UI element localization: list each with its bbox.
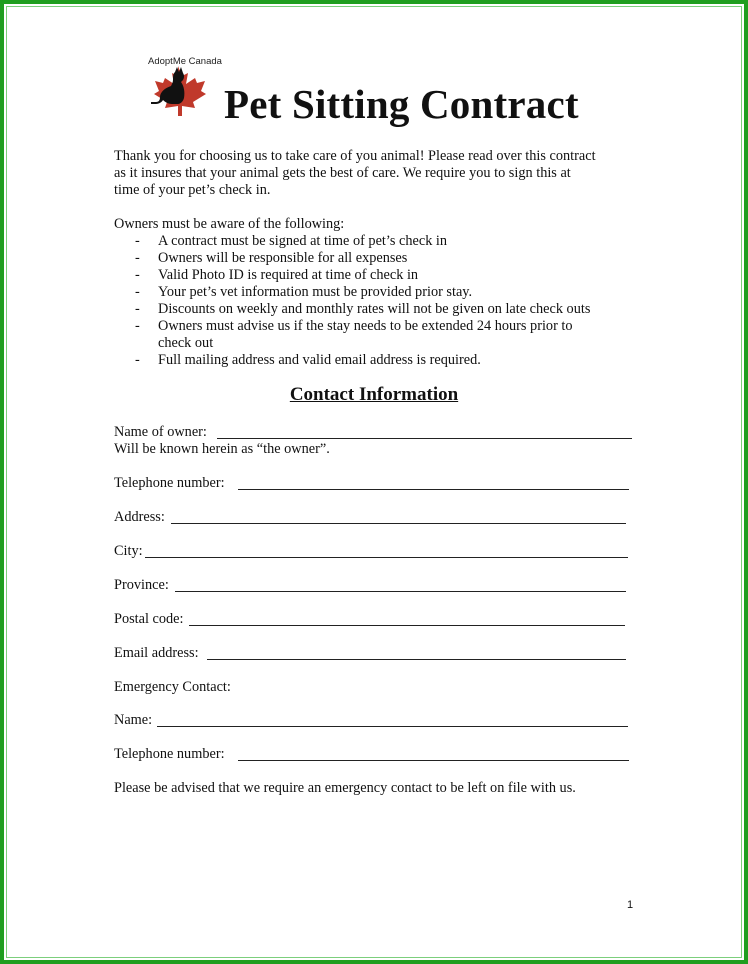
list-item-text: Owners will be responsible for all expenses [158,250,408,266]
document-title: Pet Sitting Contract [224,81,579,127]
emergency-name-field [114,712,152,729]
aware-heading: Owners must be aware of the following: [114,216,345,232]
emergency-contact-heading: Emergency Contact: [114,679,231,695]
telephone-field [114,475,225,492]
list-item-text: Discounts on weekly and monthly rates will not be given on late check outs [158,301,591,317]
province-label: Province: [114,577,169,593]
intro-line: time of your pet’s check in. [114,182,271,198]
bullet-dash: - [135,352,140,368]
list-item-text: Full mailing address and valid email address is required. [158,352,481,368]
owner-name-blank-line[interactable] [217,438,632,439]
emergency-telephone-field [114,746,225,763]
emergency-telephone-blank-line[interactable] [238,760,629,761]
bullet-dash: - [135,250,140,266]
emergency-telephone-label: Telephone number: [114,746,225,762]
list-item-text: Owners must advise us if the stay needs to be extended 24 hours prior to [158,318,573,334]
list-item-text: Valid Photo ID is required at time of check in [158,267,419,283]
intro-paragraph [114,148,596,199]
bullet-dash: - [135,318,140,334]
address-field [114,509,165,526]
intro-line: as it insures that your animal gets the best of care. We require you to sign this at [114,165,571,181]
logo-graphic [148,64,208,118]
owner-name-label: Name of owner: [114,424,207,440]
telephone-blank-line[interactable] [238,489,629,490]
closing-note: Please be advised that we require an emergency contact to be left on file with us. [114,780,576,796]
list-item-text: A contract must be signed at time of pet’s check in [158,233,448,249]
city-label: City: [114,543,143,559]
emergency-name-blank-line[interactable] [157,726,628,727]
address-label: Address: [114,509,165,525]
intro-line: Thank you for choosing us to take care of you animal! Please read over this contract [114,148,596,164]
contact-information-heading: Contact Information [289,384,459,405]
emergency-name-label: Name: [114,712,153,728]
list-item-text: check out [158,335,214,351]
bullet-dash: - [135,233,140,249]
postal-code-label: Postal code: [114,611,184,627]
logo [148,56,228,118]
bullet-dash: - [135,284,140,300]
list-item-text: Your pet’s vet information must be provided prior stay. [158,284,473,300]
city-field [114,543,143,560]
province-blank-line[interactable] [175,591,626,592]
bullet-dash: - [135,301,140,317]
city-blank-line[interactable] [145,557,628,558]
email-label: Email address: [114,645,199,661]
logo-text: AdoptMe Canada [148,56,222,67]
postal-code-blank-line[interactable] [189,625,625,626]
email-field [114,645,199,662]
province-field [114,577,169,594]
owner-note: Will be known herein as “the owner”. [114,441,330,457]
bullet-dash: - [135,267,140,283]
telephone-label: Telephone number: [114,475,225,491]
postal-code-field [114,611,184,628]
page-number: 1 [627,899,634,911]
email-blank-line[interactable] [207,659,626,660]
owner-name-field [114,424,207,441]
address-blank-line[interactable] [171,523,626,524]
